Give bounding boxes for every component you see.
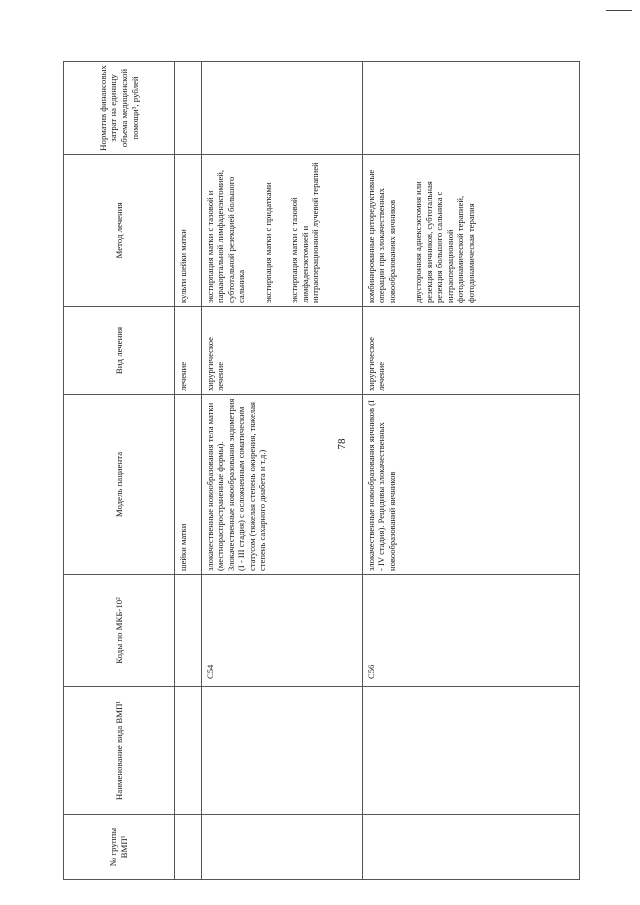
cell-patient-model: шейки матки bbox=[175, 395, 202, 575]
cell-patient-model: злокачественные новообразования яичников (I - IV стадия). Рецидивы злокачественных новообразований яичников bbox=[363, 395, 580, 575]
cell-group-no bbox=[363, 815, 580, 880]
cell-financial-norm bbox=[202, 62, 363, 155]
corner-rule bbox=[606, 10, 632, 11]
cell-financial-norm bbox=[363, 62, 580, 155]
cell-group-no bbox=[175, 815, 202, 880]
cell-vmp-name bbox=[363, 687, 580, 815]
table-row bbox=[175, 62, 202, 880]
method-item: комбинированные циторедуктивные операции при злокачественных новообразованиях яичников bbox=[366, 169, 397, 303]
table-row bbox=[202, 62, 363, 880]
method-item: культи шейки матки bbox=[178, 229, 188, 303]
rotated-table-container bbox=[63, 62, 564, 880]
cell-icd-codes bbox=[202, 575, 363, 687]
cell-treatment-type: лечение bbox=[175, 307, 202, 395]
cell-treatment-type: хирургическое лечение bbox=[363, 307, 580, 395]
cell-treatment-method bbox=[202, 155, 363, 307]
method-item: экстирпация матки с тазовой лимфаденэктомией и интраоперационной лучевой терапией bbox=[289, 162, 321, 303]
cell-icd-codes bbox=[175, 575, 202, 687]
page-number: 78 bbox=[336, 438, 348, 450]
header-treatment-method: Метод лечения bbox=[64, 155, 175, 307]
method-item: экстирпация матки с тазовой и парааортальной лимфаденэктомией, субтотальной резекцией большого сальника bbox=[205, 169, 247, 303]
header-icd-codes: Коды по МКБ-10² bbox=[64, 575, 175, 687]
icd-code: C56 bbox=[366, 664, 376, 679]
cell-treatment-type: хирургическое лечение bbox=[202, 307, 363, 395]
icd-code: C54 bbox=[205, 664, 215, 679]
header-group-no: № группы ВМП¹ bbox=[64, 815, 175, 880]
cell-group-no bbox=[202, 815, 363, 880]
method-item: двусторонняя аднексэктомия или резекция яичников, субтотальная резекция большого сальника с интраоперационной фотодинамической терапией, фотодинамическая терапия bbox=[413, 181, 476, 303]
table-header-row bbox=[64, 62, 175, 880]
cell-patient-model: злокачественные новообразования тела матки (местнораспространенные формы). Злокачественные новообразования эндометрия (I - III стадия) с осложненным соматическим статусом (тяжелая степень ожирения, тяжелая степень сахарного диабета и т.д.) bbox=[202, 395, 363, 575]
cell-icd-codes bbox=[363, 575, 580, 687]
table-row bbox=[363, 62, 580, 880]
header-financial-norm: Норматив финансовых затрат на единицу объема медицинской помощи³, рублей bbox=[64, 62, 175, 155]
cell-treatment-method bbox=[175, 155, 202, 307]
header-treatment-type: Вид лечения bbox=[64, 307, 175, 395]
cell-vmp-name bbox=[175, 687, 202, 815]
vmp-table bbox=[63, 61, 580, 880]
cell-treatment-method bbox=[363, 155, 580, 307]
header-patient-model: Модель пациента bbox=[64, 395, 175, 575]
cell-vmp-name bbox=[202, 687, 363, 815]
cell-financial-norm bbox=[175, 62, 202, 155]
header-vmp-name: Наименование вида ВМП¹ bbox=[64, 687, 175, 815]
method-item: экстирпация матки с придатками bbox=[262, 182, 273, 303]
